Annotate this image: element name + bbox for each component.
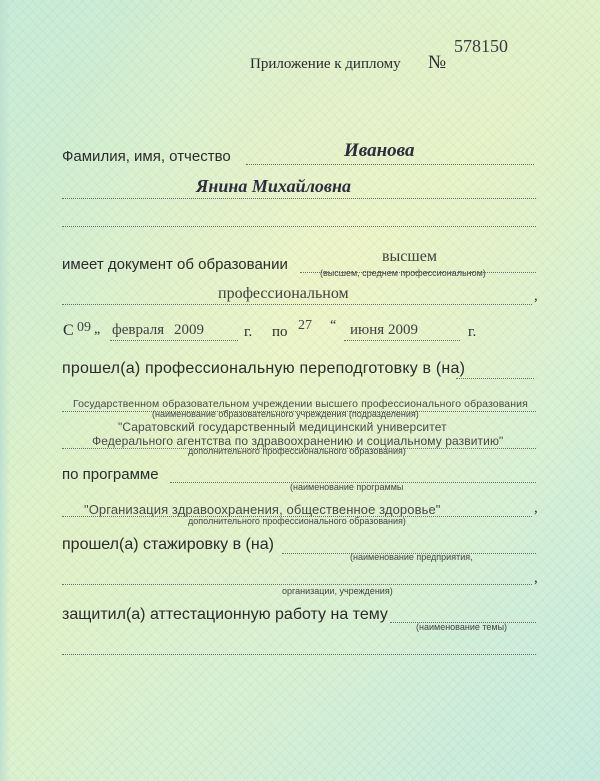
date-from-year: 2009 [174,322,204,338]
education-line-2 [62,304,532,305]
education-comma: , [534,288,538,304]
internship-hint-1: (наименование предприятия, [350,552,473,562]
thesis-hint: (наименование темы) [416,622,508,632]
internship-comma: , [534,570,538,586]
program-label: по программе [62,466,159,483]
date-g1: г. [244,324,253,340]
retraining-institution-line1: Государственном образовательном учреждении высшего профессионального образования [73,398,528,410]
internship-hint-2: организации, учреждения) [282,586,393,596]
date-from-quote: „ [94,322,101,337]
date-to-month: июня [350,322,385,338]
page-edge [0,0,10,781]
fio-name: Янина Михайловна [196,176,351,196]
thesis-line-2 [62,654,536,655]
fio-label: Фамилия, имя, отчество [62,148,231,165]
thesis-label: защитил(а) аттестационную работу на тему [62,606,388,623]
date-from-month: февраля [112,322,165,338]
diploma-number: 578150 [454,36,508,56]
fio-line-1 [246,164,534,165]
date-to-quote: “ [330,318,337,333]
date-to-line [344,340,460,341]
fio-line-3 [62,226,536,227]
fio-surname: Иванова [344,140,415,161]
document-title: Приложение к диплому [250,56,401,72]
program-hint-2: дополнительного профессионального образования) [188,516,406,526]
number-sign: № [428,52,447,73]
program-hint-1: (наименование программы [290,482,404,492]
date-from-line [110,340,238,341]
fio-line-2 [62,198,536,199]
program-name: "Организация здравоохранения, общественное здоровье" [84,502,441,517]
program-comma: , [534,500,538,516]
education-level: высшем [382,248,437,265]
date-prefix: С [63,322,74,339]
date-po: по [272,324,288,340]
date-to-day: 27 [298,318,312,333]
internship-label: прошел(а) стажировку в (на) [62,536,274,553]
internship-line-2 [62,584,532,585]
retraining-label: прошел(а) профессиональную переподготовку в (на) [62,360,466,377]
education-label: имеет документ об образовании [62,256,288,273]
retraining-institution-line2: "Саратовский государственный медицинский университет [118,420,447,434]
retraining-hint-1: (наименование образовательного учреждения (подразделения) [152,409,419,419]
retraining-line [456,378,534,379]
date-to-year: 2009 [388,322,418,338]
education-level-cont: профессиональном [218,285,349,302]
date-g2: г. [468,324,477,340]
retraining-institution-line3: Федерального агентства по здравоохранению и социальному развитию" [92,434,504,448]
date-from-day: 09 [77,320,91,335]
retraining-hint-2: дополнительного профессионального образования) [188,446,406,456]
education-level-hint: (высшем, среднем профессиональном) [320,268,486,278]
